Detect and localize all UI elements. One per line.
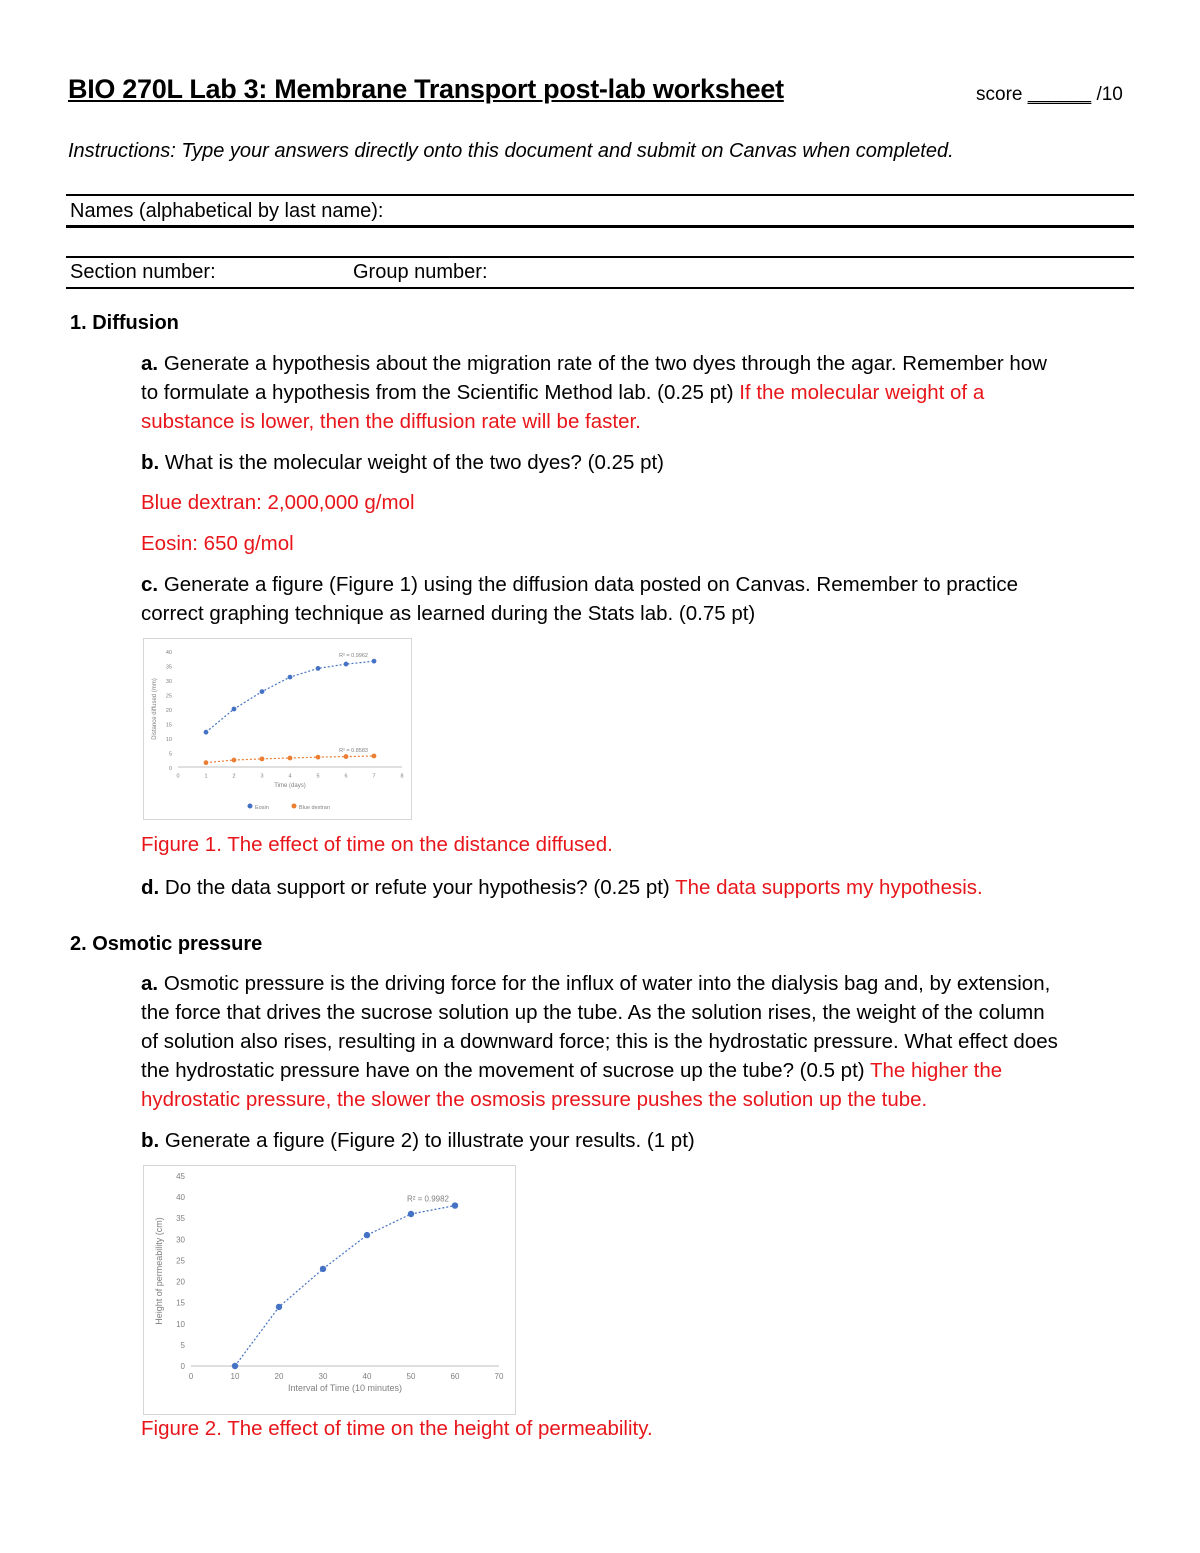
answer-text[interactable]: If the molecular weight of a xyxy=(739,381,985,404)
y-tick-label: 40 xyxy=(165,650,172,656)
x-tick-label: 1 xyxy=(204,773,208,780)
page-title: BIO 270L Lab 3: Membrane Transport post-lab worksheet xyxy=(68,74,784,104)
x-tick-label: 0 xyxy=(176,773,180,780)
y-tick-label: 0 xyxy=(180,1362,185,1371)
question-text: What is the molecular weight of the two dyes? (0.25 pt) xyxy=(164,451,664,474)
data-point-height xyxy=(320,1266,326,1272)
x-tick-label: 30 xyxy=(318,1372,328,1381)
question-text: correct graphing technique as learned during the Stats lab. (0.75 pt) xyxy=(141,602,756,625)
x-axis-title: Interval of Time (10 minutes) xyxy=(287,1383,403,1393)
question-letter: b. xyxy=(141,451,160,474)
x-tick-label: 0 xyxy=(188,1372,194,1381)
question-1c xyxy=(141,570,1131,628)
x-tick-label: 70 xyxy=(494,1372,504,1381)
data-point-blue-dextran xyxy=(232,758,237,763)
y-tick-label: 20 xyxy=(176,1277,185,1287)
x-tick-label: 2 xyxy=(232,773,236,780)
y-tick-label: 5 xyxy=(168,751,172,758)
trendline-height xyxy=(235,1206,455,1366)
group-number-label: Group number: xyxy=(353,261,488,283)
names-label: Names (alphabetical by last name): xyxy=(70,200,384,222)
y-tick-label: 30 xyxy=(165,679,172,685)
score-label: score xyxy=(976,84,1023,105)
question-1b xyxy=(141,448,1131,477)
diffusion-scatter-chart xyxy=(144,639,411,819)
y-tick-label: 15 xyxy=(176,1298,185,1308)
y-tick-label: 40 xyxy=(176,1193,185,1203)
y-tick-label: 35 xyxy=(176,1214,185,1224)
question-letter: a. xyxy=(141,972,159,995)
legend-marker xyxy=(248,804,253,809)
question-text: Generate a hypothesis about the migration rate of the two dyes through the agar. Remember how xyxy=(163,352,1047,375)
x-tick-label: 50 xyxy=(406,1372,416,1381)
y-tick-label: 15 xyxy=(165,722,172,729)
answer-eosin[interactable]: Eosin: 650 g/mol xyxy=(141,532,294,555)
data-point-blue-dextran xyxy=(260,756,265,761)
data-point-height xyxy=(364,1232,370,1238)
y-tick-label: 10 xyxy=(176,1319,185,1329)
x-tick-label: 20 xyxy=(274,1372,284,1381)
x-tick-label: 4 xyxy=(288,773,292,780)
figure-1-chart xyxy=(143,638,412,820)
data-point-eosin xyxy=(232,707,237,712)
data-point-eosin xyxy=(204,730,209,735)
section-number-label: Section number: xyxy=(70,261,216,283)
section-answer-line[interactable] xyxy=(66,287,1134,289)
divider xyxy=(66,194,1134,196)
data-point-eosin xyxy=(344,662,349,667)
data-point-blue-dextran xyxy=(288,756,293,761)
y-tick-label: 5 xyxy=(180,1340,185,1350)
question-2a xyxy=(141,969,1131,1114)
r-squared-label: R² = 0.9982 xyxy=(406,1194,449,1204)
y-tick-label: 0 xyxy=(168,766,172,772)
y-tick-label: 30 xyxy=(176,1235,185,1245)
x-tick-label: 8 xyxy=(400,773,404,780)
x-tick-label: 60 xyxy=(450,1372,460,1381)
y-tick-label: 45 xyxy=(176,1172,185,1181)
score-field xyxy=(976,84,1123,106)
x-tick-label: 7 xyxy=(372,773,376,780)
data-point-blue-dextran xyxy=(316,755,321,760)
question-1d xyxy=(141,873,1131,902)
question-text: to formulate a hypothesis from the Scientific Method lab. (0.25 pt) xyxy=(141,381,734,404)
x-tick-label: 6 xyxy=(344,773,348,780)
question-letter: b. xyxy=(141,1129,160,1152)
data-point-eosin xyxy=(260,689,265,694)
score-total: /10 xyxy=(1096,84,1123,105)
data-point-blue-dextran xyxy=(344,754,349,759)
y-tick-label: 25 xyxy=(176,1256,185,1266)
data-point-eosin xyxy=(288,675,293,680)
trendline-eosin xyxy=(206,661,374,732)
question-text: the force that drives the sucrose solution up the tube. As the solution rises, the weight of the column xyxy=(141,1001,1045,1024)
data-point-height xyxy=(232,1363,238,1369)
y-tick-label: 20 xyxy=(165,708,172,714)
x-tick-label: 5 xyxy=(316,773,320,780)
answer-text[interactable]: The higher the xyxy=(869,1059,1003,1082)
legend-marker xyxy=(292,804,297,809)
data-point-blue-dextran xyxy=(204,760,209,765)
x-tick-label: 40 xyxy=(362,1372,372,1381)
figure-2-chart xyxy=(143,1165,516,1415)
x-axis-title: Time (days) xyxy=(274,783,306,789)
data-point-eosin xyxy=(372,659,377,664)
answer-blue-dextran[interactable]: Blue dextran: 2,000,000 g/mol xyxy=(141,491,415,514)
question-text: Generate a figure (Figure 1) using the diffusion data posted on Canvas. Remember to practice xyxy=(163,573,1019,596)
data-point-eosin xyxy=(316,666,321,671)
legend-label: Eosin xyxy=(255,805,269,811)
divider xyxy=(66,256,1134,258)
question-text: of solution also rises, resulting in a downward force; this is the hydrostatic pressure. What effect does xyxy=(141,1030,1058,1053)
data-point-blue-dextran xyxy=(372,754,377,759)
answer-text[interactable]: substance is lower, then the diffusion rate will be faster. xyxy=(141,410,641,433)
question-letter: c. xyxy=(141,573,159,596)
question-text: Do the data support or refute your hypothesis? (0.25 pt) xyxy=(164,876,670,899)
data-point-height xyxy=(408,1211,414,1217)
y-axis-title: Height of permeability (cm) xyxy=(154,1217,164,1325)
figure-2-caption: Figure 2. The effect of time on the height of permeability. xyxy=(141,1417,653,1440)
osmosis-scatter-chart xyxy=(144,1166,515,1414)
data-point-height xyxy=(276,1304,282,1310)
question-letter: d. xyxy=(141,876,160,899)
question-text: Generate a figure (Figure 2) to illustrate your results. (1 pt) xyxy=(164,1129,695,1152)
y-axis-title: Distance diffused (mm) xyxy=(152,678,158,740)
r-squared-label: R² = 0.8583 xyxy=(339,747,368,754)
figure-1-caption: Figure 1. The effect of time on the distance diffused. xyxy=(141,833,613,856)
section-diffusion-heading: 1. Diffusion xyxy=(70,312,179,334)
data-point-height xyxy=(452,1202,458,1208)
question-letter: a. xyxy=(141,352,159,375)
y-tick-label: 10 xyxy=(165,737,172,743)
legend-label: Blue dextran xyxy=(299,805,330,811)
question-text: the hydrostatic pressure have on the movement of sucrose up the tube? (0.5 pt) xyxy=(141,1059,865,1082)
score-blank[interactable]: ______ xyxy=(1027,84,1092,105)
y-tick-label: 35 xyxy=(165,664,172,671)
y-tick-label: 25 xyxy=(165,693,172,700)
instructions-text: Instructions: Type your answers directly onto this document and submit on Canvas when completed. xyxy=(68,140,954,162)
r-squared-label: R² = 0.9962 xyxy=(339,653,368,660)
x-tick-label: 10 xyxy=(230,1372,240,1381)
answer-text[interactable]: hydrostatic pressure, the slower the osmosis pressure pushes the solution up the tube. xyxy=(141,1088,928,1111)
question-text: Osmotic pressure is the driving force for the influx of water into the dialysis bag and, by extension, xyxy=(163,972,1051,995)
names-answer-line[interactable] xyxy=(66,225,1134,228)
answer-text[interactable]: The data supports my hypothesis. xyxy=(675,876,983,899)
section-osmotic-heading: 2. Osmotic pressure xyxy=(70,933,263,955)
x-tick-label: 3 xyxy=(260,773,264,780)
question-2b xyxy=(141,1126,1131,1155)
question-1a xyxy=(141,349,1131,436)
